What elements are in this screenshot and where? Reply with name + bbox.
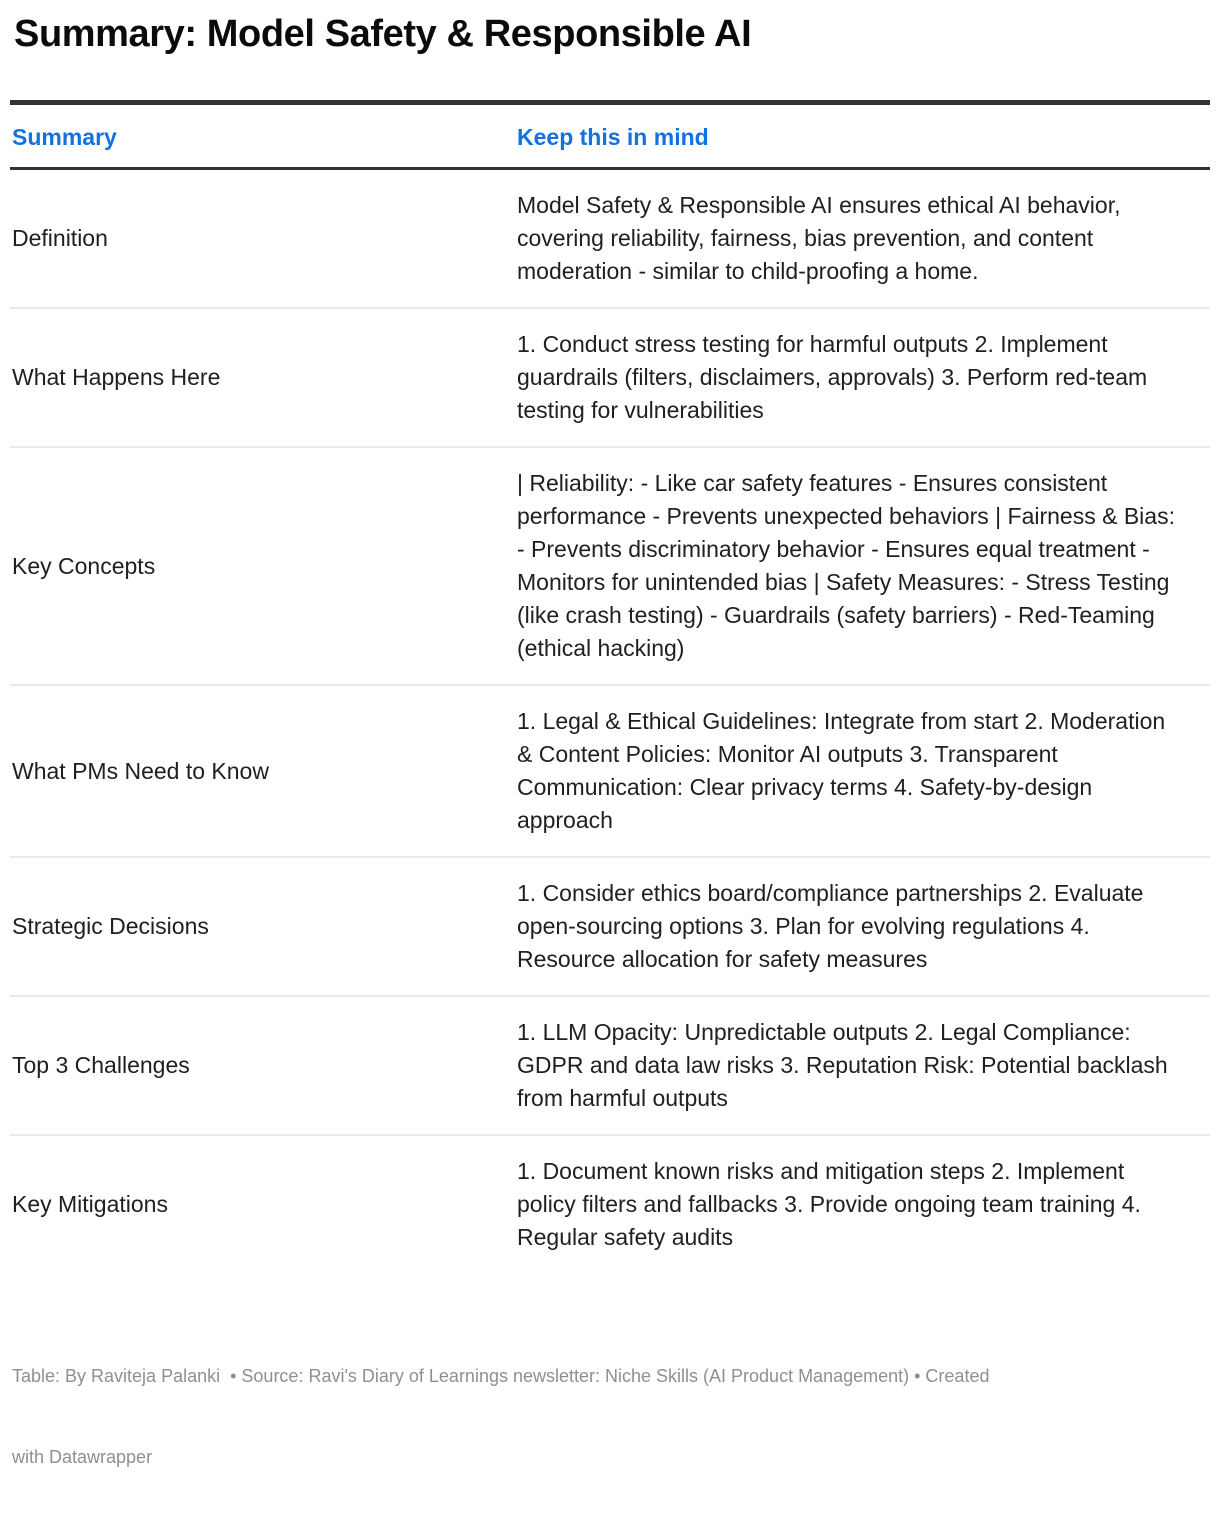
table-row-what-happens-here [10, 308, 1210, 447]
row-label: What Happens Here [12, 364, 221, 390]
row-detail: Model Safety & Responsible AI ensures ethical AI behavior, covering reliability, fairness, bias prevention, and content moderation - similar to child-proofing a home. [517, 192, 1121, 284]
row-detail: 1. Document known risks and mitigation steps 2. Implement policy filters and fallbacks 3. Provide ongoing team training 4. Regular safety audits [517, 1158, 1141, 1250]
table-row-key-mitigations [10, 1135, 1210, 1273]
column-header-keep-this-in-mind: Keep this in mind [517, 124, 709, 150]
row-label: Top 3 Challenges [12, 1052, 190, 1078]
row-detail: 1. Legal & Ethical Guidelines: Integrate from start 2. Moderation & Content Policies: Monitor AI outputs 3. Transparent Communication: Clear privacy terms 4. Safety-by-design approach [517, 708, 1166, 833]
row-label: Strategic Decisions [12, 913, 209, 939]
row-label: Key Concepts [12, 552, 156, 579]
footer-line-2: with Datawrapper [12, 1447, 153, 1467]
row-detail: | Reliability: - Like car safety features - Ensures consistent performance - Prevents unexpected behaviors | Fairness & Bias: - Prevents discriminatory behavior - Ensures equal treatment - Monitors for unintended bias | Safety Measures: - Stress Testing (like crash testing) - Guardrails (safety barriers) - Red-Teaming (ethical hacking) [517, 470, 1175, 661]
summary-table [10, 105, 1210, 1273]
table-row-what-pms-need-to-know [10, 685, 1210, 857]
table-footer [10, 1309, 1210, 1535]
row-detail: 1. LLM Opacity: Unpredictable outputs 2. Legal Compliance: GDPR and data law risks 3. Reputation Risk: Potential backlash from harmful outputs [517, 1019, 1168, 1111]
table-row-top-3-challenges [10, 996, 1210, 1135]
row-label: Definition [12, 225, 108, 251]
footer-line-1: Table: By Raviteja Palanki • Source: Ravi's Diary of Learnings newsletter: Niche Skills (AI Product Management) • Created [12, 1366, 990, 1386]
row-label: What PMs Need to Know [12, 757, 269, 784]
table-row-definition [10, 169, 1210, 309]
row-detail: 1. Conduct stress testing for harmful outputs 2. Implement guardrails (filters, disclaimers, approvals) 3. Perform red-team testing for vulnerabilities [517, 331, 1148, 423]
row-label: Key Mitigations [12, 1191, 168, 1217]
chart-title: Summary: Model Safety & Responsible AI [14, 13, 752, 55]
header-row [10, 105, 1210, 169]
table-row-key-concepts [10, 447, 1210, 685]
column-header-summary: Summary [12, 124, 117, 150]
table-row-strategic-decisions [10, 857, 1210, 996]
row-detail: 1. Consider ethics board/compliance partnerships 2. Evaluate open-sourcing options 3. Plan for evolving regulations 4. Resource allocation for safety measures [517, 880, 1144, 972]
